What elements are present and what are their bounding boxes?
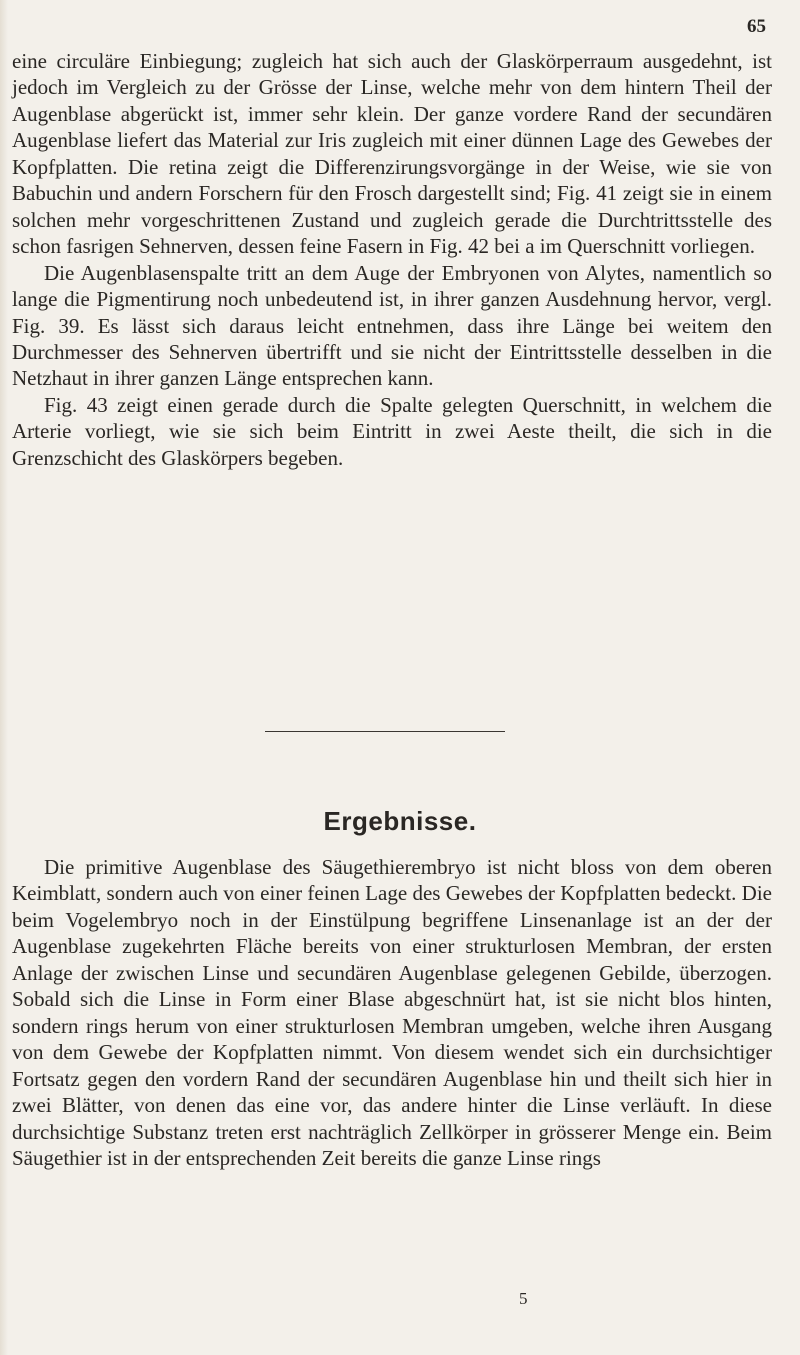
paragraph: Fig. 43 zeigt einen gerade durch die Spalte gelegten Querschnitt, in welchem die Arterie vorliegt, wie sie sich beim Eintritt in zwei Aeste theilt, die sich in die Grenzschicht des Glaskörpers begeben. xyxy=(12,392,772,470)
section-heading: Ergebnisse. xyxy=(323,806,477,836)
paragraph: eine circuläre Einbiegung; zugleich hat sich auch der Glaskörperraum ausgedehnt, ist jedoch im Vergleich zu der Grösse der Linse, welche mehr von dem hintern Theil der Augenblase abgerückt ist, immer sehr klein. Der ganze vordere Rand der secundären Augenblase liefert das Material zur Iris zugleich mit einer dünnen Lage des Gewebes der Kopfplatten. Die retina zeigt die Differenzirungsvorgänge in der Weise, wie sie von Babuchin und andern Forschern für den Frosch dargestellt sind; Fig. 41 zeigt sie in einem solchen mehr vorgeschrittenen Zustand und zugleich gerade die Durchtrittsstelle des schon fasrigen Sehnerven, dessen feine Fasern in Fig. 42 bei a im Querschnitt vorliegen. xyxy=(12,49,772,259)
section-divider xyxy=(265,731,505,732)
body-text-bottom xyxy=(12,854,772,1171)
page-number: 65 xyxy=(747,16,766,37)
paragraph: Die Augenblasenspalte tritt an dem Auge der Embryonen von Alytes, namentlich so lange die Pigmentirung noch unbedeutend ist, in ihrer ganzen Ausdehnung hervor, vergl. Fig. 39. Es lässt sich daraus leicht entnehmen, dass ihre Länge bei weitem den Durchmesser des Sehnerven übertrifft und sie nicht der Eintrittsstelle desselben in die Netzhaut in ihrer ganzen Länge entsprechen kann. xyxy=(12,260,772,391)
paragraph: Die primitive Augenblase des Säugethierembryo ist nicht bloss von dem oberen Keimblatt, sondern auch von einer feinen Lage des Gewebes der Kopfplatten bedeckt. Die beim Vogelembryo noch in der Einstülpung begriffene Linsenanlage ist an der der Augenblase zugekehrten Fläche bereits von einer strukturlosen Membran, der ersten Anlage der zwischen Linse und secundären Augenblase gelegenen Gebilde, überzogen. Sobald sich die Linse in Form einer Blase abgeschnürt hat, ist sie nicht blos hinten, sondern rings herum von einer strukturlosen Membran umgeben, welche ihren Ausgang von dem Gewebe der Kopfplatten nimmt. Von diesem wendet sich ein durchsichtiger Fortsatz gegen den vordern Rand der secundären Augenblase hin und theilt sich hier in zwei Blätter, von denen das eine vor, das andere hinter die Linse verläuft. In diese durchsichtige Substanz treten erst nachträglich Zellkörper in grösserer Menge ein. Beim Säugethier ist in der entsprechenden Zeit bereits die ganze Linse rings xyxy=(12,855,772,1170)
page-binding-edge xyxy=(0,0,8,1355)
signature-mark: 5 xyxy=(519,1289,528,1308)
body-text-top xyxy=(12,48,772,471)
